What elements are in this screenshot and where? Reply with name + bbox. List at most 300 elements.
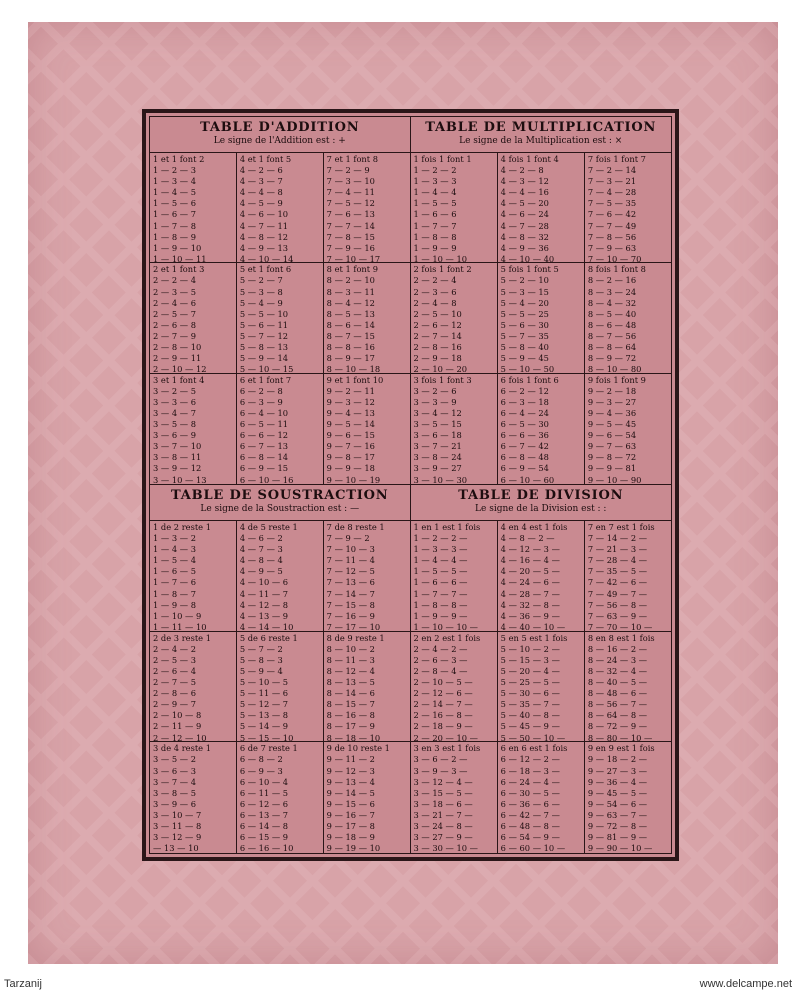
table-line: 3 — 8 — 5 — [153, 787, 196, 798]
table-line: 4 — 13 — 9 — [239, 610, 289, 621]
table-line: 6 — 6 — 36 — [500, 430, 549, 441]
table-line: 9 — 3 — 12 — [326, 396, 375, 407]
table-line: 9 — 8 — 72 — [587, 452, 637, 463]
table-line: 6 — 30 — 5 — — [500, 787, 560, 798]
table-line: 6 — 54 — 9 — — [500, 832, 560, 843]
table-header — [411, 485, 672, 521]
table-line: 2 — 12 — 6 — — [413, 688, 473, 699]
table-line: 8 — 7 — 56 — [587, 330, 637, 341]
table-line: 6 — 5 — 11 — [239, 419, 289, 430]
table-line: 7 — 5 — 35 — [587, 198, 637, 209]
math-tables-board — [142, 109, 679, 861]
table-line: 7 de 8 reste 1 — [326, 522, 385, 532]
table-column — [237, 374, 324, 484]
table-line: 2 — 6 — 4 — [153, 665, 196, 676]
table-line: 5 — 3 — 15 — [500, 286, 549, 297]
table-line: 4 — 7 — 28 — [500, 220, 549, 231]
table-line: 3 — 6 — 9 — [153, 430, 196, 441]
table-line: 3 — 3 — 6 — [153, 396, 196, 407]
table-line: 5 — 7 — 2 — [239, 643, 283, 654]
table-line: 4 — 3 — 12 — [500, 176, 549, 187]
table-line: 6 — 9 — 3 — [239, 765, 283, 776]
table-line: 3 — 10 — 7 — [153, 809, 202, 820]
table-line: 2 — 20 — 10 — — [413, 732, 478, 742]
table-line: 4 de 5 reste 1 — [239, 522, 298, 532]
table-line: 3 de 4 reste 1 — [153, 743, 211, 754]
table-line: 5 — 15 — 3 — — [500, 654, 560, 665]
table-line: 9 — 12 — 3 — [326, 765, 375, 776]
table-line: 1 — 5 — 4 — [153, 555, 196, 566]
table-line: 3 — 5 — 2 — [153, 754, 196, 765]
table-block — [411, 632, 672, 743]
table-line: 2 et 1 font 3 — [153, 264, 205, 275]
table-line: 8 — 11 — 3 — [326, 654, 375, 665]
table-line: 5 — 50 — 10 — — [500, 732, 566, 742]
table-line: 7 — 8 — 56 — [587, 231, 637, 242]
table-line: 5 — 5 — 25 — [500, 308, 549, 319]
table-line: 5 — 4 — 9 — [239, 297, 283, 308]
table-column — [150, 632, 237, 742]
table-line: 5 — 9 — 45 — [500, 353, 549, 364]
table-line: 4 — 36 — 9 — — [500, 610, 560, 621]
table-line: 2 — 7 — 9 — [153, 330, 196, 341]
board-inner-frame — [149, 116, 672, 854]
table-line: 1 — 6 — 6 — — [413, 577, 468, 588]
table-line: 5 — 9 — 4 — [239, 665, 283, 676]
table-line: 5 — 10 — 5 — [239, 677, 289, 688]
table-line: 9 — 7 — 16 — [326, 441, 375, 452]
table-column — [585, 153, 671, 262]
table-block — [150, 153, 410, 263]
table-line: 8 — 8 — 64 — [587, 341, 637, 352]
table-line: 4 — 20 — 5 — — [500, 566, 560, 577]
table-line: 3 — 15 — 5 — — [413, 787, 473, 798]
table-title: TABLE DE SOUSTRACTION — [171, 488, 389, 503]
table-line: 7 — 7 — 14 — [326, 220, 375, 231]
table-line: 8 — 2 — 10 — [326, 275, 375, 286]
table-line: 9 — 16 — 7 — [326, 809, 375, 820]
table-line: 1 — 8 — 9 — [153, 231, 196, 242]
table-line: 6 — 36 — 6 — — [500, 798, 560, 809]
table-column — [411, 632, 498, 742]
table-line: 9 fois 1 font 9 — [587, 374, 646, 385]
table-line: 3 — 10 — 13 — [153, 474, 207, 484]
table-line: 9 — 13 — 4 — [326, 776, 375, 787]
table-line: 1 — 3 — 3 — — [413, 544, 468, 555]
table-title: TABLE DE MULTIPLICATION — [425, 120, 657, 135]
table-line: 7 — 2 — 9 — [326, 165, 370, 176]
table-line: 2 en 2 est 1 fois — [413, 632, 481, 643]
table-line: 6 — 8 — 2 — [239, 754, 283, 765]
table-line: 8 — 72 — 9 — — [587, 721, 648, 732]
table-line: 1 — 11 — 10 — [153, 621, 207, 631]
table-line: 9 — 54 — 6 — — [587, 798, 648, 809]
table-line: 9 — 90 — 10 — — [587, 843, 653, 853]
table-line: 5 — 11 — 6 — [239, 688, 289, 699]
table-line: 9 — 81 — 9 — — [587, 832, 648, 843]
table-line: 6 de 7 reste 1 — [239, 743, 298, 754]
table-line: 6 — 16 — 10 — [239, 843, 294, 853]
table-line: 7 — 35 — 5 — — [587, 566, 648, 577]
table-line: 6 — 14 — 8 — [239, 820, 289, 831]
table-line: 1 — 7 — 6 — [153, 577, 196, 588]
table-column — [585, 374, 671, 484]
table-line: 1 — 10 — 9 — [153, 610, 202, 621]
table-line: 7 — 9 — 63 — [587, 242, 637, 253]
table-column — [324, 374, 410, 484]
table-line: 6 — 3 — 9 — [239, 396, 283, 407]
table-line: 7 — 10 — 70 — [587, 253, 642, 263]
table-line: 4 — 2 — 6 — [239, 165, 283, 176]
table-line: 6 — 4 — 24 — [500, 407, 549, 418]
table-column — [150, 521, 237, 631]
table-line: 2 — 4 — 8 — [413, 297, 457, 308]
table-line: 4 — 14 — 10 — [239, 621, 294, 631]
table-line: 5 — 8 — 3 — [239, 654, 283, 665]
table-line: 4 — 8 — 4 — [239, 555, 283, 566]
table-line: 8 — 5 — 40 — [587, 308, 637, 319]
table-line: 8 — 6 — 14 — [326, 319, 375, 330]
table-line: 6 — 4 — 10 — [239, 407, 289, 418]
table-line: 7 — 49 — 7 — — [587, 588, 648, 599]
table-line: 2 — 8 — 10 — [153, 341, 202, 352]
table-line: 9 — 2 — 18 — [587, 385, 637, 396]
table-line: 6 fois 1 font 6 — [500, 374, 559, 385]
table-line: 9 — 11 — 2 — [326, 754, 375, 765]
table-line: 3 — 2 — 6 — [413, 385, 457, 396]
table-line: 5 — 7 — 12 — [239, 330, 289, 341]
table-column — [324, 263, 410, 372]
footer-left-text: Tarzanij — [4, 978, 42, 990]
table-column — [498, 263, 585, 372]
table-line: 4 — 10 — 40 — [500, 253, 555, 263]
table-line: 7 — 6 — 13 — [326, 209, 375, 220]
table-block — [150, 632, 410, 743]
table-line: 9 — 15 — 6 — [326, 798, 375, 809]
table-line: 7 — 3 — 21 — [587, 176, 637, 187]
table-line: 9 — 10 — 19 — [326, 474, 381, 484]
table-line: 7 fois 1 font 7 — [587, 154, 646, 164]
table-line: 7 — 13 — 6 — [326, 577, 375, 588]
table-line: 3 et 1 font 4 — [153, 374, 205, 385]
table-line: 1 fois 1 font 1 — [413, 154, 472, 164]
table-line: 2 — 6 — 3 — — [413, 654, 468, 665]
table-line: 5 — 5 — 10 — [239, 308, 289, 319]
table-line: 7 — 14 — 2 — — [587, 533, 648, 544]
table-line: 9 — 5 — 45 — [587, 419, 637, 430]
table-column — [411, 153, 498, 262]
table-line: 9 — 18 — 9 — [326, 832, 375, 843]
table-line: 8 — 40 — 5 — — [587, 677, 648, 688]
table-line: 9 — 4 — 36 — [587, 407, 637, 418]
table-line: 1 — 9 — 8 — [153, 599, 196, 610]
table-line: 6 — 2 — 8 — [239, 385, 283, 396]
table-line: 5 — 25 — 5 — — [500, 677, 560, 688]
table-line: 4 — 6 — 10 — [239, 209, 289, 220]
footer-right-text: www.delcampe.net — [699, 978, 792, 990]
table-column — [411, 521, 498, 631]
table-line: 6 — 8 — 14 — [239, 452, 289, 463]
table-line: 4 — 4 — 8 — [239, 187, 283, 198]
tables-grid — [150, 117, 671, 853]
table-column — [585, 521, 671, 631]
table-column — [498, 742, 585, 853]
table-line: 3 — 10 — 30 — [413, 474, 468, 484]
table-line: 6 — 60 — 10 — — [500, 843, 566, 853]
table-block — [411, 521, 672, 632]
table-line: 8 — 15 — 7 — [326, 699, 375, 710]
table-line: 7 — 8 — 15 — [326, 231, 375, 242]
table-line: 7 — 15 — 8 — [326, 599, 375, 610]
table-line: 7 et 1 font 8 — [326, 154, 379, 164]
table-title: TABLE DE DIVISION — [458, 488, 624, 503]
table-block — [411, 263, 672, 373]
table-line: 1 — 6 — 6 — [413, 209, 457, 220]
table-line: 5 — 2 — 10 — [500, 275, 549, 286]
table-line: 6 — 8 — 48 — [500, 452, 549, 463]
table-line: 5 — 30 — 6 — — [500, 688, 560, 699]
table-line: 3 — 11 — 8 — [153, 820, 202, 831]
table-line: 3 — 27 — 9 — — [413, 832, 473, 843]
table-line: 6 — 6 — 12 — [239, 430, 289, 441]
table-line: 8 — 80 — 10 — — [587, 732, 653, 742]
table-line: 2 — 2 — 4 — [413, 275, 457, 286]
table-line: 4 — 24 — 6 — — [500, 577, 560, 588]
table-line: 1 — 10 — 10 — [413, 253, 468, 263]
table-line: 6 — 7 — 13 — [239, 441, 289, 452]
table-column — [585, 263, 671, 372]
table-line: 1 — 10 — 11 — [153, 253, 207, 263]
table-line: 5 — 7 — 35 — [500, 330, 549, 341]
table-line: 3 — 4 — 7 — [153, 407, 196, 418]
table-line: 2 — 9 — 7 — [153, 699, 196, 710]
table-line: 3 — 7 — 10 — [153, 441, 202, 452]
table-line: 5 — 20 — 4 — — [500, 665, 560, 676]
table-line: 2 — 11 — 9 — [153, 721, 202, 732]
table-body — [411, 153, 672, 484]
table-line: 6 — 13 — 7 — [239, 809, 289, 820]
table-line: 3 — 8 — 24 — [413, 452, 462, 463]
table-line: 9 — 18 — 2 — — [587, 754, 648, 765]
table-line: 8 — 10 — 80 — [587, 364, 642, 373]
table-line: 9 — 6 — 15 — [326, 430, 375, 441]
table-title: TABLE D'ADDITION — [200, 120, 360, 135]
table-line: 7 — 17 — 10 — [326, 621, 381, 631]
table-line: 6 — 10 — 16 — [239, 474, 294, 484]
table-line: 2 — 10 — 5 — — [413, 677, 473, 688]
table-line: 6 et 1 font 7 — [239, 374, 292, 385]
table-line: 1 — 2 — 3 — [153, 165, 196, 176]
table-line: 7 — 9 — 16 — [326, 242, 375, 253]
table-line: 7 — 2 — 14 — [587, 165, 637, 176]
table-line: 2 — 14 — 7 — — [413, 699, 473, 710]
table-line: 9 — 14 — 5 — [326, 787, 375, 798]
table-line: 1 — 9 — 9 — — [413, 610, 468, 621]
table-line: 5 — 35 — 7 — — [500, 699, 560, 710]
table-line: 9 en 9 est 1 fois — [587, 743, 655, 754]
table-line: 7 — 70 — 10 — — [587, 621, 653, 631]
table-line: 1 — 8 — 8 — — [413, 599, 468, 610]
table-line: 2 — 5 — 3 — [153, 654, 196, 665]
table-line: 8 — 4 — 32 — [587, 297, 637, 308]
table-line: 5 — 10 — 50 — [500, 364, 555, 373]
table-column — [498, 153, 585, 262]
table-line: 7 — 11 — 4 — [326, 555, 375, 566]
table-line: 1 — 10 — 10 — — [413, 621, 478, 631]
table-column — [585, 742, 671, 853]
table-line: 7 — 9 — 2 — [326, 533, 370, 544]
table-column — [150, 742, 237, 853]
table-line: 9 — 9 — 81 — [587, 463, 637, 474]
table-line: 4 — 9 — 5 — [239, 566, 283, 577]
table-line: 6 — 24 — 4 — — [500, 776, 560, 787]
table-line: 5 — 6 — 11 — [239, 319, 289, 330]
table-line: 2 — 6 — 8 — [153, 319, 196, 330]
table-line: 9 — 17 — 8 — [326, 820, 375, 831]
table-line: 7 — 63 — 9 — — [587, 610, 648, 621]
table-body — [411, 521, 672, 853]
table-line: 1 — 8 — 8 — [413, 231, 457, 242]
table-line: 5 — 9 — 14 — [239, 353, 289, 364]
table-line: 7 — 12 — 5 — [326, 566, 375, 577]
table-line: 2 — 9 — 11 — [153, 353, 202, 364]
table-line: 8 — 13 — 5 — [326, 677, 375, 688]
table-line: 8 — 17 — 9 — [326, 721, 375, 732]
table-line: 5 — 40 — 8 — — [500, 710, 560, 721]
table-line: 3 — 12 — 9 — [153, 832, 202, 843]
table-line: 4 — 9 — 13 — [239, 242, 289, 253]
table-line: — 13 — 10 — [153, 843, 199, 853]
table-line: 6 — 42 — 7 — — [500, 809, 560, 820]
table-line: 9 — 7 — 63 — [587, 441, 637, 452]
table-line: 5 — 45 — 9 — — [500, 721, 560, 732]
table-line: 6 — 3 — 18 — [500, 396, 549, 407]
table-line: 4 — 9 — 36 — [500, 242, 549, 253]
table-line: 2 — 8 — 4 — — [413, 665, 468, 676]
table-line: 2 — 10 — 12 — [153, 364, 207, 373]
table-line: 8 — 9 — 17 — [326, 353, 375, 364]
table-line: 9 — 45 — 5 — — [587, 787, 648, 798]
table-line: 3 — 18 — 6 — — [413, 798, 473, 809]
table-line: 3 — 6 — 3 — [153, 765, 196, 776]
table-line: 1 — 3 — 2 — [153, 533, 196, 544]
table-line: 8 de 9 reste 1 — [326, 632, 385, 643]
table-line: 1 — 9 — 10 — [153, 242, 202, 253]
table-line: 8 — 14 — 6 — [326, 688, 375, 699]
table-line: 3 — 6 — 18 — [413, 430, 462, 441]
table-line: 3 — 12 — 4 — — [413, 776, 473, 787]
table-line: 3 — 5 — 8 — [153, 419, 196, 430]
table-line: 8 — 10 — 2 — [326, 643, 375, 654]
table-line: 1 de 2 reste 1 — [153, 522, 211, 532]
table-line: 8 — 2 — 16 — [587, 275, 637, 286]
table-block — [411, 374, 672, 484]
table-line: 2 — 3 — 6 — [413, 286, 457, 297]
table-line: 1 — 8 — 7 — [153, 588, 196, 599]
table-line: 9 — 5 — 14 — [326, 419, 375, 430]
table-line: 1 — 4 — 4 — [413, 187, 457, 198]
table-line: 9 — 8 — 17 — [326, 452, 375, 463]
table-line: 2 — 7 — 14 — [413, 330, 462, 341]
table-line: 8 — 3 — 24 — [587, 286, 637, 297]
table-subtitle: Le signe de l'Addition est : + — [213, 136, 346, 146]
table-line: 8 — 18 — 10 — [326, 732, 381, 742]
table-line: 2 de 3 reste 1 — [153, 632, 211, 643]
table-line: 1 et 1 font 2 — [153, 154, 205, 164]
table-line: 8 — 10 — 18 — [326, 364, 381, 373]
table-subtitle: Le signe de la Division est : : — [475, 504, 607, 514]
table-line: 5 de 6 reste 1 — [239, 632, 298, 643]
table-line: 8 — 48 — 6 — — [587, 688, 648, 699]
table-line: 4 — 32 — 8 — — [500, 599, 560, 610]
table-line: 4 — 11 — 7 — [239, 588, 289, 599]
table-column — [324, 632, 410, 742]
table-column — [150, 263, 237, 372]
table-line: 6 — 10 — 60 — [500, 474, 555, 484]
table-line: 4 et 1 font 5 — [239, 154, 292, 164]
table-line: 1 — 5 — 5 — [413, 198, 457, 209]
table-line: 3 — 3 — 9 — [413, 396, 457, 407]
table-line: 4 — 12 — 3 — — [500, 544, 560, 555]
table-line: 7 — 28 — 4 — — [587, 555, 648, 566]
table-line: 9 — 4 — 13 — [326, 407, 375, 418]
table-header — [411, 117, 672, 153]
table-line: 7 — 21 — 3 — — [587, 544, 648, 555]
table-line: 2 — 8 — 6 — [153, 688, 196, 699]
table-line: 6 — 9 — 54 — [500, 463, 549, 474]
table-column — [150, 153, 237, 262]
table-line: 7 — 4 — 11 — [326, 187, 375, 198]
table-line: 2 — 4 — 6 — [153, 297, 196, 308]
table-line: 3 fois 1 font 3 — [413, 374, 472, 385]
table-line: 9 — 63 — 7 — — [587, 809, 648, 820]
table-line: 3 — 30 — 10 — — [413, 843, 478, 853]
table-line: 9 — 6 — 54 — [587, 430, 637, 441]
table-line: 6 — 12 — 2 — — [500, 754, 560, 765]
table-line: 9 de 10 reste 1 — [326, 743, 390, 754]
table-line: 1 — 2 — 2 — — [413, 533, 468, 544]
table-line: 2 — 3 — 5 — [153, 286, 196, 297]
table-line: 4 — 6 — 24 — [500, 209, 549, 220]
table-line: 9 — 9 — 18 — [326, 463, 375, 474]
table-column — [411, 263, 498, 372]
table-line: 6 — 18 — 3 — — [500, 765, 560, 776]
table-line: 7 — 56 — 8 — — [587, 599, 648, 610]
table-line: 2 — 4 — 2 — [153, 643, 196, 654]
table-addition — [150, 117, 411, 485]
table-line: 4 — 10 — 6 — [239, 577, 289, 588]
table-line: 6 — 7 — 42 — [500, 441, 549, 452]
table-line: 2 — 8 — 16 — [413, 341, 462, 352]
table-line: 7 — 5 — 12 — [326, 198, 375, 209]
table-line: 4 fois 1 font 4 — [500, 154, 559, 164]
table-line: 7 — 14 — 7 — [326, 588, 375, 599]
table-line: 3 — 9 — 12 — [153, 463, 202, 474]
table-line: 3 — 8 — 11 — [153, 452, 202, 463]
table-line: 9 — 3 — 27 — [587, 396, 637, 407]
table-line: 8 — 12 — 4 — [326, 665, 375, 676]
table-line: 5 — 14 — 9 — [239, 721, 289, 732]
table-line: 1 — 3 — 4 — [153, 176, 196, 187]
table-block — [150, 742, 410, 853]
table-line: 5 — 8 — 40 — [500, 341, 549, 352]
table-line: 3 — 7 — 21 — [413, 441, 462, 452]
table-column — [237, 263, 324, 372]
table-line: 4 — 7 — 3 — [239, 544, 283, 555]
table-line: 5 — 15 — 10 — [239, 732, 294, 742]
table-line: 2 — 4 — 2 — — [413, 643, 468, 654]
table-line: 4 — 16 — 4 — — [500, 555, 560, 566]
